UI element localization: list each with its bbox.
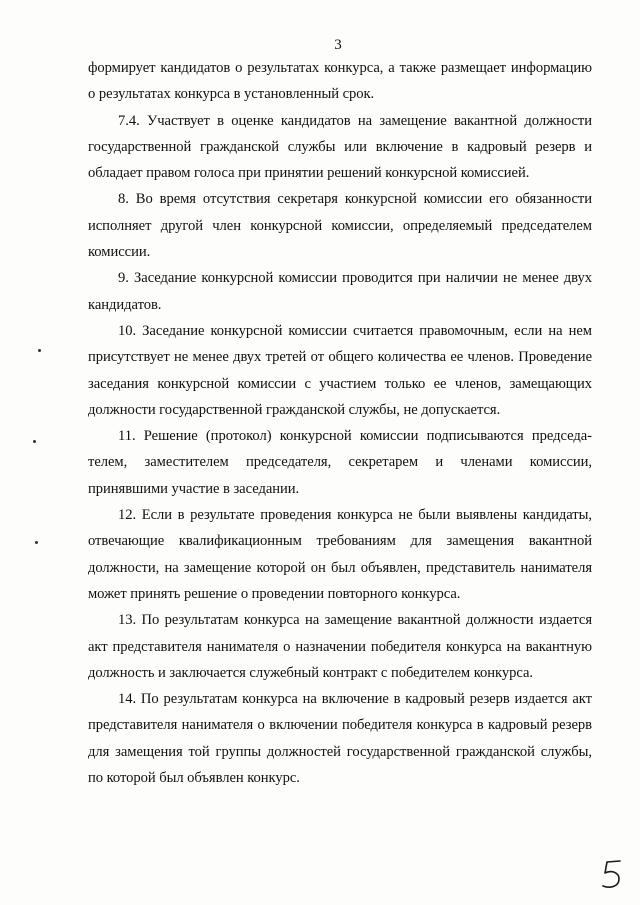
page-number: 3 xyxy=(334,37,342,53)
handwritten-page-mark xyxy=(598,858,628,892)
paragraph-14: 14. По результатам конкурса на включение в кадровый резерв издается акт представителя нанимателя о включении победителя конкурса в кадровый резерв для замещения той группы должностей государственной гражданской службы, по которой был объявлен конкурс. xyxy=(88,691,592,787)
paragraph-8: 8. Во время отсутствия секретаря конкурсной комиссии его обязанности исполняет другой член конкурсной комиссии, определяемый председателем комиссии. xyxy=(88,191,592,261)
paragraph-continuation: формирует кандидатов о результатах конкурса, а также размещает информацию о результатах конкурса в установленный срок. xyxy=(88,60,592,103)
document-body xyxy=(88,55,592,791)
paragraph-9: 9. Заседание конкурсной комиссии проводится при наличии не менее двух кандидатов. xyxy=(88,270,592,313)
paragraph-12: 12. Если в результате проведения конкурса не были выявлены кандидаты, отвечающие квалификационным требованиям для замещения вакантной должности, на замещение которой он был объявлен, представитель нанимателя может принять решение о проведении повторного конкурса. xyxy=(88,507,592,602)
scan-speck xyxy=(35,541,38,544)
paragraph-11: 11. Решение (протокол) конкурсной комиссии подписываются председателем, заместителем председателя, секретарем и членами комиссии, принявшими участие в заседании. xyxy=(88,428,592,497)
paragraph-10: 10. Заседание конкурсной комиссии считается правомочным, если на нем присутствует не менее двух третей от общего количества ее членов. Проведение заседания конкурсной комиссии с участием только ее членов, замещающих должности государственной гражданской службы, не допускается. xyxy=(88,322,592,418)
paragraph-7-4: 7.4. Участвует в оценке кандидатов на замещение вакантной должности государственной гражданской службы или включение в кадровый резерв и обладает правом голоса при принятии решений конкурсной комиссией. xyxy=(88,112,592,182)
scan-speck xyxy=(33,440,36,443)
paragraph-13: 13. По результатам конкурса на замещение вакантной должности издается акт представителя нанимателя о назначении победителя конкурса на вакантную должность и заключается служебный контракт с победителем конкурса. xyxy=(88,612,592,681)
scan-speck xyxy=(38,349,41,352)
